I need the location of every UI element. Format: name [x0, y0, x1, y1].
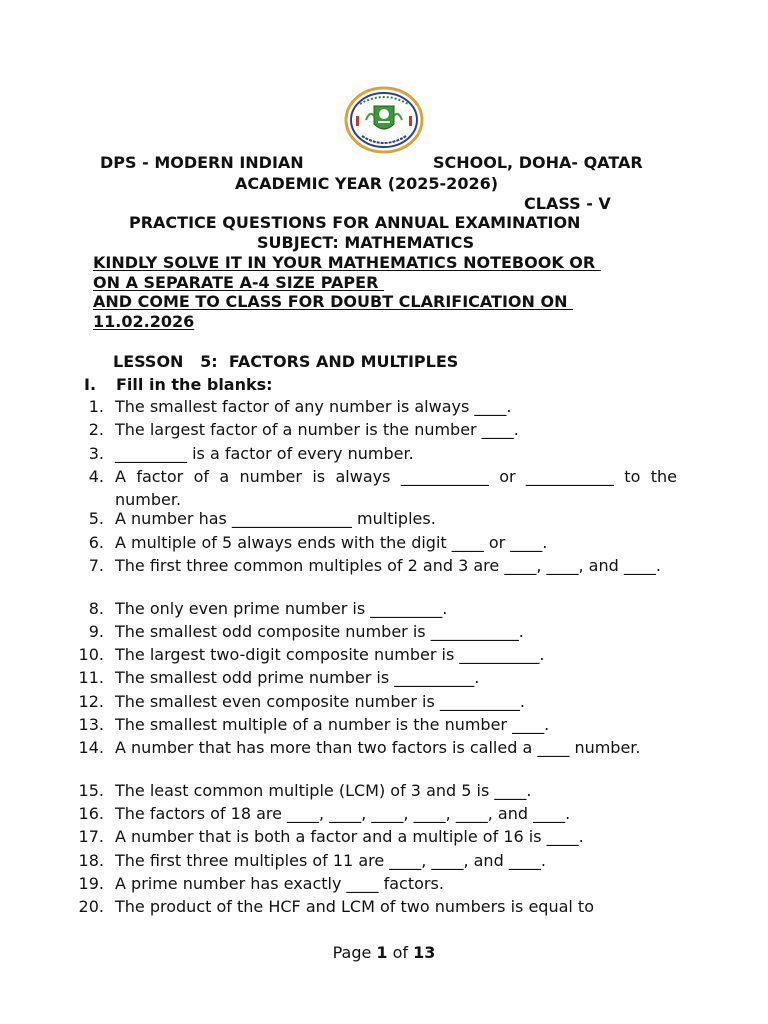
question-number: 2.: [88, 420, 104, 440]
question-text: The smallest odd prime number is __________.: [115, 668, 480, 688]
subject-label: SUBJECT: MATHEMATICS: [257, 233, 475, 252]
question-number: 18.: [78, 850, 104, 870]
footer-page-word: Page: [332, 943, 372, 962]
section-number: I.: [84, 375, 97, 394]
instruction-line-3: AND COME TO CLASS FOR DOUBT CLARIFICATION ON: [93, 292, 574, 311]
question-text: A number that has more than two factors is called a ____ number.: [115, 738, 641, 758]
question-text: The factors of 18 are ____, ____, ____, ____, ____, and ____.: [115, 804, 571, 824]
question-number: 13.: [78, 715, 104, 734]
section-title: Fill in the blanks:: [116, 375, 273, 394]
question-number: 1.: [88, 397, 104, 416]
question-number: 3.: [88, 443, 104, 463]
footer-page-total: 13: [413, 943, 436, 962]
lesson-title: LESSON 5: FACTORS AND MULTIPLES: [113, 352, 459, 371]
page-footer: [0, 943, 768, 962]
question-text: _________ is a factor of every number.: [115, 443, 414, 463]
school-crest-logo: [344, 86, 424, 154]
instruction-line-4: 11.02.2026: [93, 312, 195, 331]
footer-page-number: 1: [376, 943, 388, 962]
question-text: The product of the HCF and LCM of two numbers is equal to: [115, 897, 594, 917]
question-text: A prime number has exactly ____ factors.: [115, 874, 444, 893]
question-text: A factor of a number is always ___________ or ___________ to the number.: [115, 466, 677, 510]
question-text: The largest factor of a number is the number ____.: [115, 420, 519, 440]
question-text: The smallest odd composite number is ___________.: [115, 621, 524, 641]
question-number: 6.: [88, 532, 104, 552]
question-number: 8.: [88, 598, 104, 618]
school-name-right: SCHOOL, DOHA- QATAR: [433, 153, 643, 172]
instruction-line-1: KINDLY SOLVE IT IN YOUR MATHEMATICS NOTEBOOK OR: [93, 253, 601, 272]
question-number: 16.: [78, 804, 104, 824]
question-text: The smallest even composite number is __________.: [115, 691, 525, 711]
question-number: 14.: [78, 738, 104, 758]
question-number: 15.: [78, 780, 104, 800]
instruction-line-2: ON A SEPARATE A-4 SIZE PAPER: [93, 273, 384, 292]
question-text: The least common multiple (LCM) of 3 and 5 is ____.: [115, 780, 532, 800]
question-number: 7.: [88, 556, 104, 575]
academic-year: ACADEMIC YEAR (2025-2026): [235, 174, 499, 193]
class-label: CLASS - V: [524, 194, 611, 213]
question-number: 4.: [88, 466, 104, 486]
question-text: The only even prime number is _________.: [115, 598, 448, 618]
question-text: The first three multiples of 11 are ____, ____, and ____.: [115, 850, 546, 870]
question-number: 11.: [78, 668, 104, 688]
question-text: The smallest factor of any number is always ____.: [115, 397, 512, 416]
question-number: 5.: [88, 509, 104, 529]
question-text: A number has _______________ multiples.: [115, 509, 436, 529]
question-number: 10.: [78, 645, 104, 665]
question-number: 17.: [78, 827, 104, 847]
question-number: 20.: [78, 897, 104, 917]
question-number: 9.: [88, 621, 104, 641]
question-text: The smallest multiple of a number is the number ____.: [115, 715, 550, 734]
question-number: 19.: [78, 874, 104, 893]
question-number: 12.: [78, 691, 104, 711]
footer-of-word: of: [392, 943, 409, 962]
practice-title: PRACTICE QUESTIONS FOR ANNUAL EXAMINATION: [129, 213, 581, 232]
question-text: The first three common multiples of 2 and 3 are ____, ____, and ____.: [115, 556, 661, 575]
question-text: A multiple of 5 always ends with the digit ____ or ____.: [115, 532, 548, 552]
school-name-left: DPS - MODERN INDIAN: [100, 153, 304, 172]
question-text: A number that is both a factor and a multiple of 16 is ____.: [115, 827, 584, 847]
question-text: The largest two-digit composite number is __________.: [115, 645, 545, 665]
